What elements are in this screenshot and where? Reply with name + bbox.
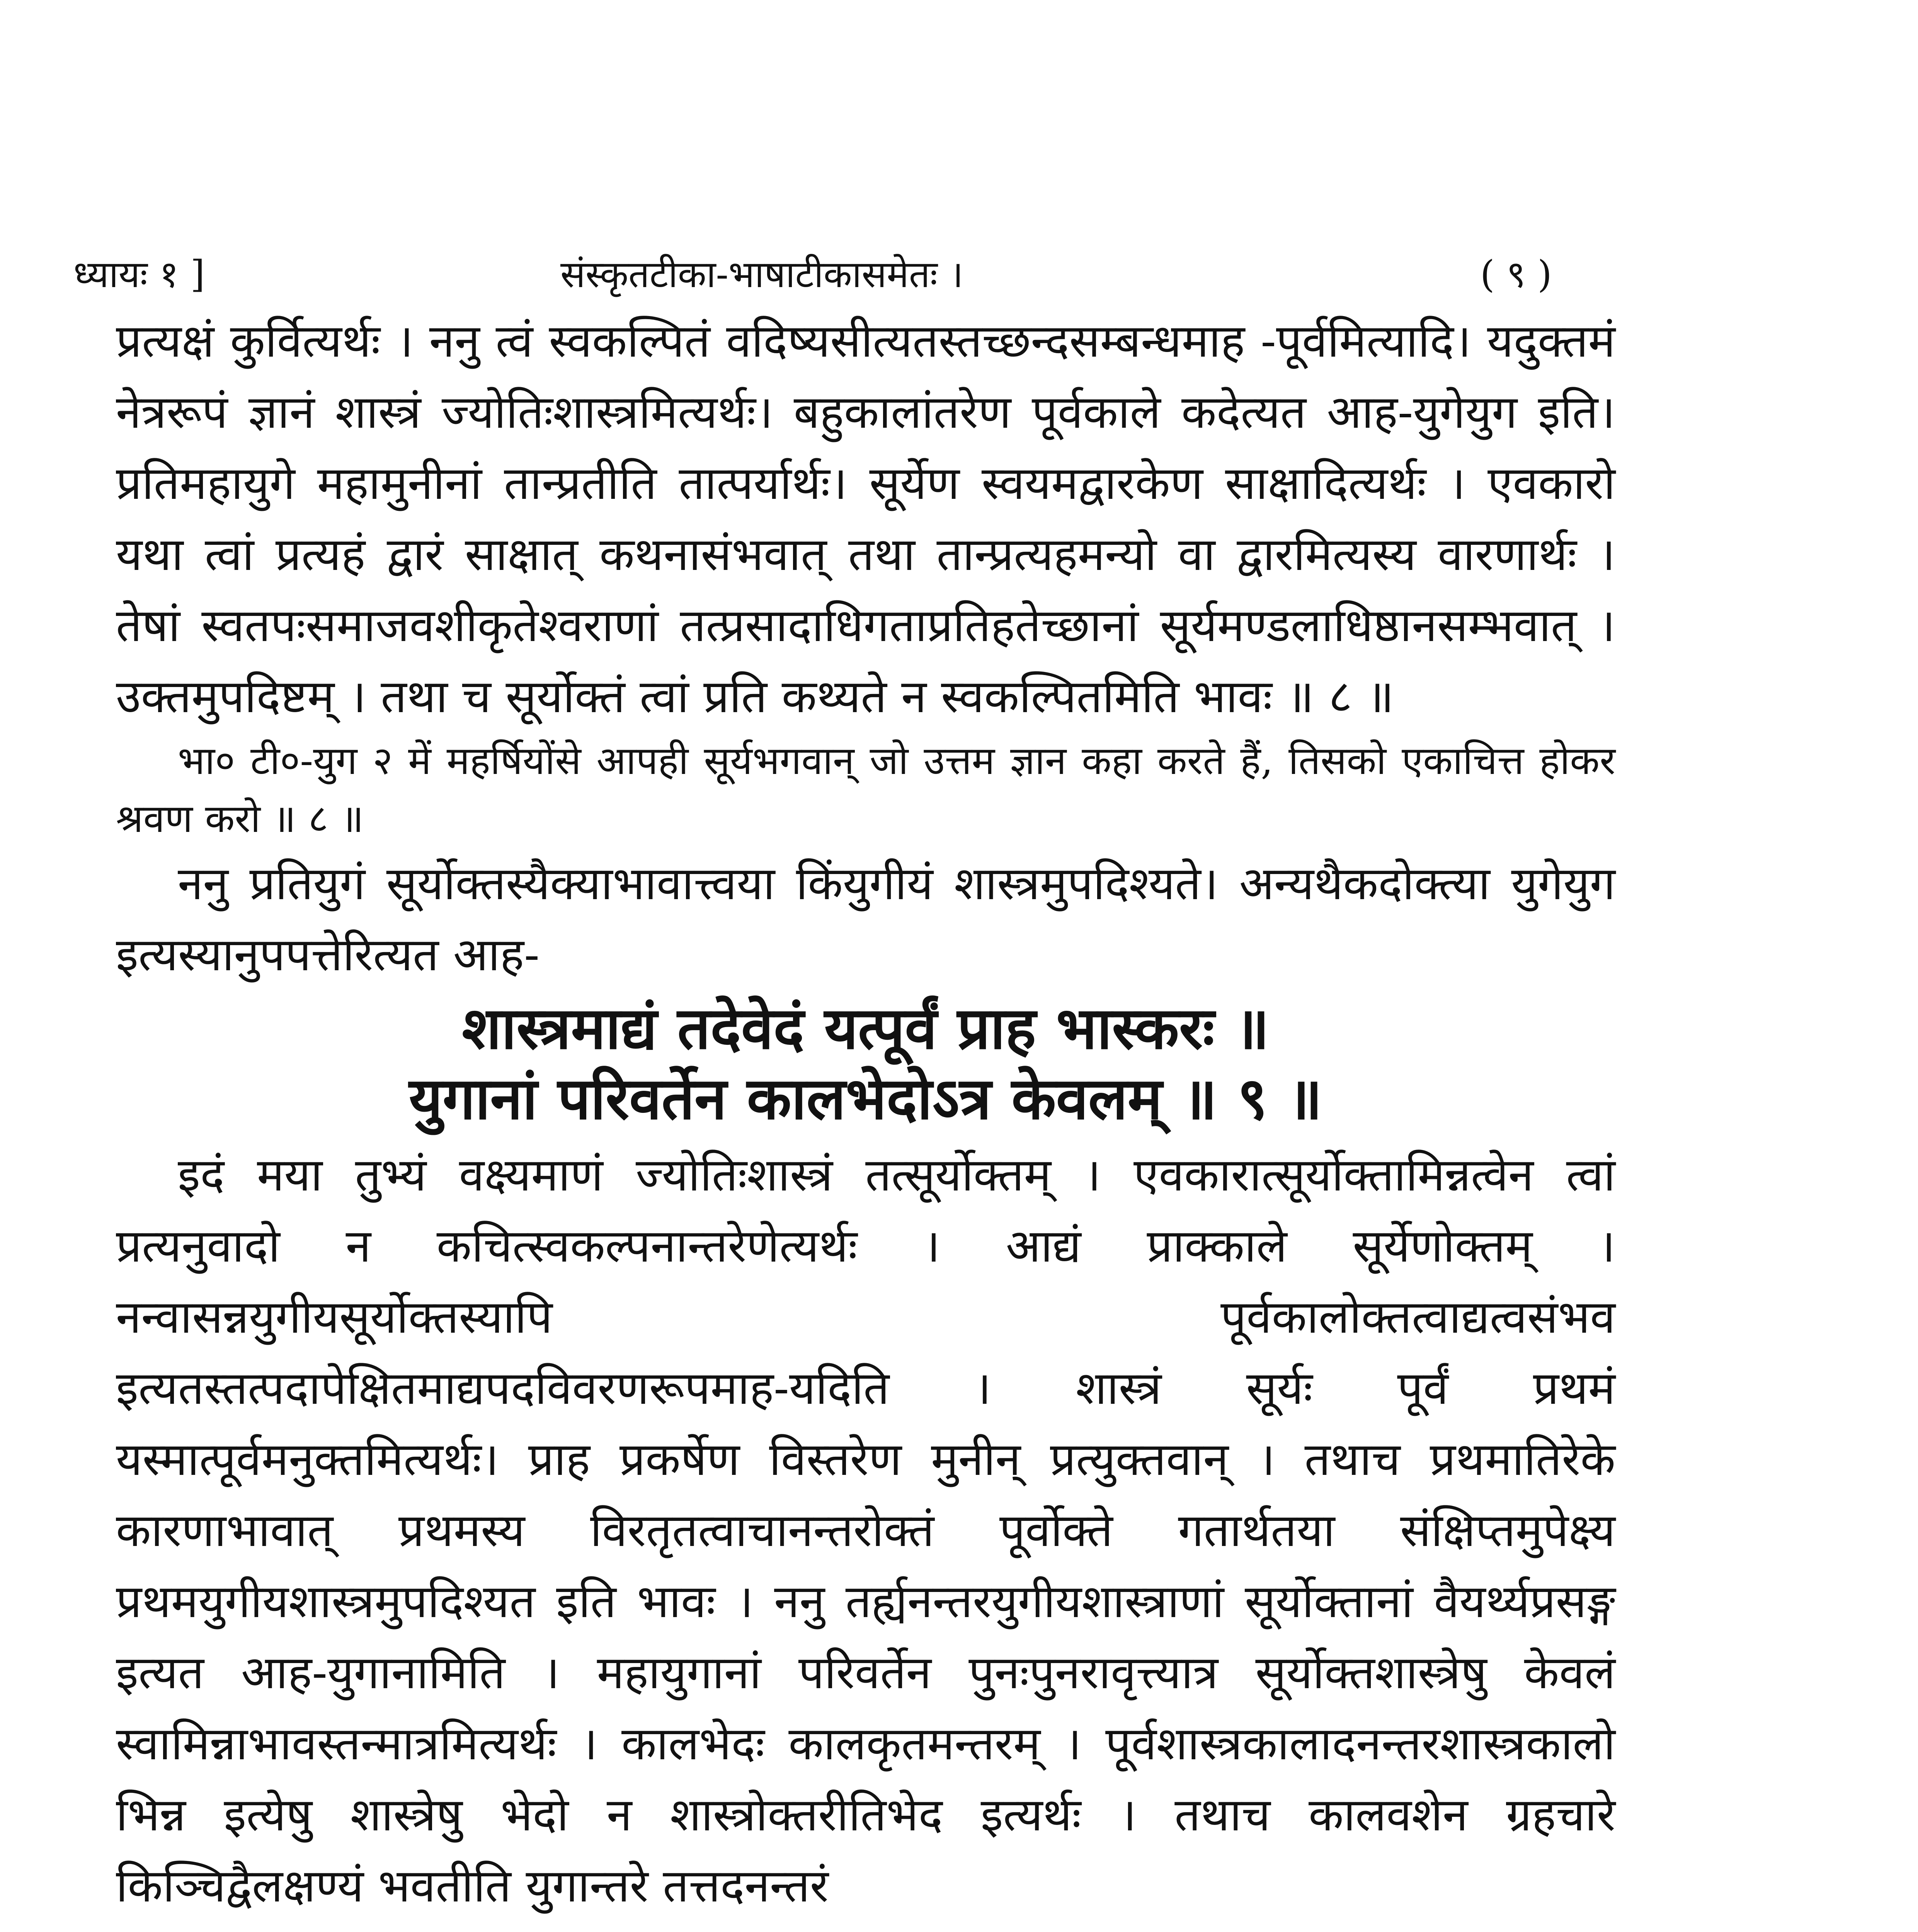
commentary-paragraph-2: ननु प्रतियुगं सूर्योक्तस्यैक्याभावात्त्वया किंयुगीयं शास्त्रमुपदिश्यते। अन्यथैकदोक्त्या युगेयुग इत्यस्यानुपपत्तेरित्यत आह- — [116, 857, 1615, 981]
running-title: संस्कृतटीका-भाषाटीकासमेतः । — [560, 253, 963, 296]
chapter-marker: ध्यायः १ ] — [73, 253, 205, 296]
commentary-paragraph-1: प्रत्यक्षं कुर्वित्यर्थः । ननु त्वं स्वकल्पितं वदिष्यसीत्यतस्तच्छन्दसम्बन्धमाह -पूर्वमित्यादि। यदुक्तमं नेत्ररूपं ज्ञानं शास्त्रं ज्योतिःशास्त्रमित्यर्थः। बहुकालांतरेण पूर्वकाले कदेत्यत आह-युगेयुग इति। प्रतिमहायुगे महामुनीनां तान्प्रतीति तात्पर्यार्थः। सूर्येण स्वयमद्वारकेण साक्षादित्यर्थः । एवकारो यथा त्वां प्रत्यहं द्वारं साक्षात् कथनासंभवात् तथा तान्प्रत्यहमन्यो वा द्वारमित्यस्य वारणार्थः । तेषां स्वतपःसमाजवशीकृतेश्वराणां तत्प्रसादाधिगताप्रतिहतेच्छानां सूर्यमण्डलाधिष्ठानसम्भवात् । उक्तमुपदिष्टम् । तथा च सूर्योक्तं त्वां प्रति कथ्यते न स्वकल्पितमिति भावः ॥ ८ ॥ — [116, 314, 1615, 723]
bhasha-tika-note: भा० टी०-युग २ में महर्षियोंसे आपही सूर्यभगवान् जो उत्तम ज्ञान कहा करते हैं, तिसको एकाचित्त होकर श्रवण करो ॥ ८ ॥ — [116, 738, 1615, 841]
verse-line-2: युगानां परिवर्तेन कालभेदोऽत्र केवलम् ॥ ९ ॥ — [409, 1065, 1322, 1133]
page-body — [116, 305, 1615, 1921]
verse-block — [116, 993, 1615, 1134]
page-header — [73, 247, 1619, 301]
page-number: ( ९ ) — [1480, 253, 1552, 296]
commentary-paragraph-3: इदं मया तुभ्यं वक्ष्यमाणं ज्योतिःशास्त्रं तत्सूर्योक्तम् । एवकारात्सूर्योक्तामिन्नत्वेन त्वां प्रत्यनुवादो न कचित्स्वकल्पनान्तरेणेत्यर्थः । आद्यं प्राक्काले सूर्येणोक्तम् । नन्वासन्नयुगीयसूर्योक्तस्यापि पूर्वकालोक्तत्वाद्यत्वसंभव इत्यतस्तत्पदापेक्षितमाद्यपदविवरणरूपमाह-यदिति । शास्त्रं सूर्यः पूर्वं प्रथमं यस्मात्पूर्वमनुक्तमित्यर्थः। प्राह प्रकर्षेण विस्तरेण मुनीन् प्रत्युक्तवान् । तथाच प्रथमातिरेके कारणाभावात् प्रथमस्य विरतृतत्वाचानन्तरोक्तं पूर्वोक्ते गतार्थतया संक्षिप्तमुपेक्ष्य प्रथमयुगीयशास्त्रमुपदिश्यत इति भावः । ननु तर्ह्यनन्तरयुगीयशास्त्राणां सूर्योक्तानां वैयर्थ्यप्रसङ्ग इत्यत आह-युगानामिति । महायुगानां परिवर्तेन पुनःपुनरावृत्त्यात्र सूर्योक्तशास्त्रेषु केवलं स्वामिन्नाभावस्तन्मात्रमित्यर्थः । कालभेदः कालकृतमन्तरम् । पूर्वशास्त्रकालादनन्तरशास्त्रकालो भिन्न इत्येषु शास्त्रेषु भेदो न शास्त्रोक्तरीतिभेद इत्यर्थः । तथाच कालवशेन ग्रहचारे किञ्चिद्वैलक्षण्यं भवतीति युगान्तरे तत्तदनन्तरं — [116, 1148, 1615, 1912]
verse-line-1: शास्त्रमाद्यं तदेवेदं यत्पूर्वं प्राह भास्करः ॥ — [462, 994, 1270, 1062]
